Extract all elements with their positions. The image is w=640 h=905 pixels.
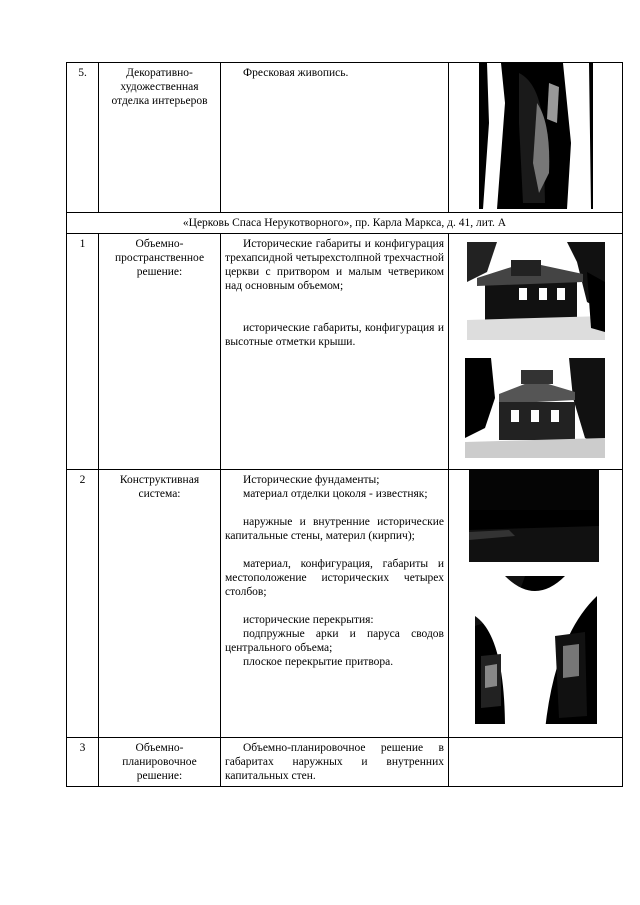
row-element-name: Объемно-планировочное решение: [99,738,221,787]
interior-pillar-photo [475,576,597,730]
table-row [67,470,623,738]
row-number: 1 [67,234,99,470]
description-line: материал отделки цоколя - известняк; [243,488,428,500]
row-number: 5. [67,63,99,213]
row-description [221,234,449,470]
table-row [67,63,623,213]
photo-cell [449,234,623,470]
description-line: исторические габариты, конфигурация и высотные отметки крыши. [225,322,444,348]
description-line: подпружные арки и паруса сводов центрального объема; [225,628,444,654]
church-exterior-photo-1 [467,242,605,340]
photo-cell [449,63,623,213]
description-line: Исторические фундаменты; [243,474,380,486]
row-element-name: Объемно-пространственное решение: [99,234,221,470]
row-element-name: Декоративно-художественная отделка интерьеров [99,63,221,213]
description-line: материал, конфигурация, габариты и местоположение исторических четырех столбов; [225,558,444,598]
row-element-name: Конструктивная система: [99,470,221,738]
table-row [67,234,623,470]
description-line: исторические перекрытия: [243,614,374,626]
photo-cell-empty [449,738,623,787]
description-line: Фресковая живопись. [243,67,349,79]
description-line: плоское перекрытие притвора. [243,656,394,668]
section-title: «Церковь Спаса Нерукотворного», пр. Карла Маркса, д. 41, лит. А [67,213,623,234]
row-description [221,470,449,738]
table-row [67,738,623,787]
church-exterior-photo-2 [465,358,605,458]
section-header-row [67,213,623,234]
description-line: наружные и внутренние исторические капитальные стены, материл (кирпич); [225,516,444,542]
fresco-photo [479,63,593,209]
description-line: Объемно-планировочное решение в габаритах наружных и внутренних капитальных стен. [225,742,444,782]
photo-cell [449,470,623,738]
description-line: Исторические габариты и конфигурация трехапсидной четырехстолпной трехчастной церкви с притвором и малым четвериком над основным объемом; [225,238,444,292]
row-description [221,63,449,213]
foundation-photo [469,470,599,562]
row-number: 2 [67,470,99,738]
protection-subject-table [66,62,623,787]
row-description [221,738,449,787]
row-number: 3 [67,738,99,787]
